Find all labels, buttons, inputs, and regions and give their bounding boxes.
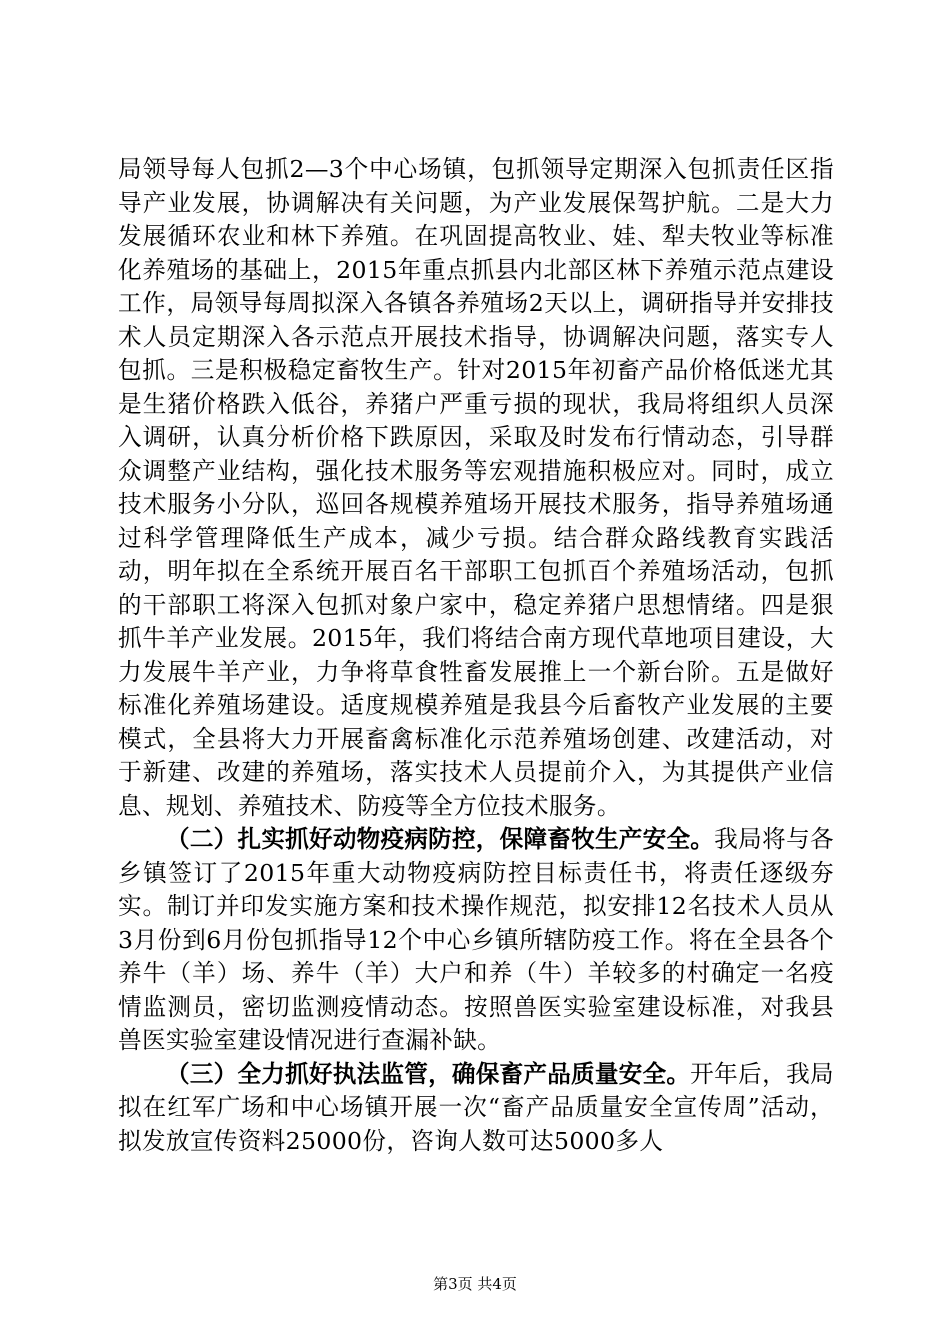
paragraph-1: 局领导每人包抓2—3个中心场镇，包抓领导定期深入包抓责任区指导产业发展，协调解决有关问题，为产业发展保驾护航。二是大力发展循环农业和林下养殖。在巩固提高牧业、娃、犁夫牧业等标准化养殖场的基础上，2015年重点抓县内北部区林下养殖示范点建设工作，局领导每周拟深入各镇各养殖场2天以上，调研指导并安排技术人员定期深入各示范点开展技术指导，协调解决问题，落实专人包抓。三是积极稳定畜牧生产。针对2015年初畜产品价格低迷尤其是生猪价格跌入低谷，养猪户严重亏损的现状，我局将组织人员深入调研，认真分析价格下跌原因，采取及时发布行情动态，引导群众调整产业结构，强化技术服务等宏观措施积极应对。同时，成立技术服务小分队，巡回各规模养殖场开展技术服务，指导养殖场通过科学管理降低生产成本，减少亏损。结合群众路线教育实践活动，明年拟在全系统开展百名干部职工包抓百个养殖场活动，包抓的干部职工将深入包抓对象户家中，稳定养猪户思想情绪。四是狠抓牛羊产业发展。2015年，我们将结合南方现代草地项目建设，大力发展牛羊产业，力争将草食牲畜发展推上一个新台阶。五是做好标准化养殖场建设。适度规模养殖是我县今后畜牧产业发展的主要模式，全县将大力开展畜禽标准化示范养殖场创建、改建活动，对于新建、改建的养殖场，落实技术人员提前介入，为其提供产业信息、规划、养殖技术、防疫等全方位技术服务。 [118,155,834,820]
paragraph-2-body: 我局将与各乡镇签订了2015年重大动物疫病防控目标责任书，将责任逐级夯实。制订并印发实施方案和技术操作规范，拟安排12名技术人员从3月份到6月份包抓指导12个中心乡镇所辖防疫工作。将在全县各个养牛（羊）场、养牛（羊）大户和养（牛）羊较多的村确定一名疫情监测员，密切监测疫情动态。按照兽医实验室建设标准，对我县兽医实验室建设情况进行查漏补缺。 [118,825,834,1054]
paragraph-3-body: 开年后，我局拟在红军广场和中心场镇开展一次“畜产品质量安全宣传周”活动，拟发放宣传资料25000份，咨询人数可达5000多人 [118,1059,834,1155]
document-body [118,153,834,1158]
paragraph-3-heading: （三）全力抓好执法监管，确保畜产品质量安全。 [166,1059,691,1088]
page-footer [0,1274,950,1294]
paragraph-2 [118,823,834,1058]
paragraph-3 [118,1058,834,1159]
page-number-label: 第3页 共4页 [433,1275,517,1293]
paragraph-2-heading: （二）扎实抓好动物疫病防控，保障畜牧生产安全。 [166,825,715,853]
